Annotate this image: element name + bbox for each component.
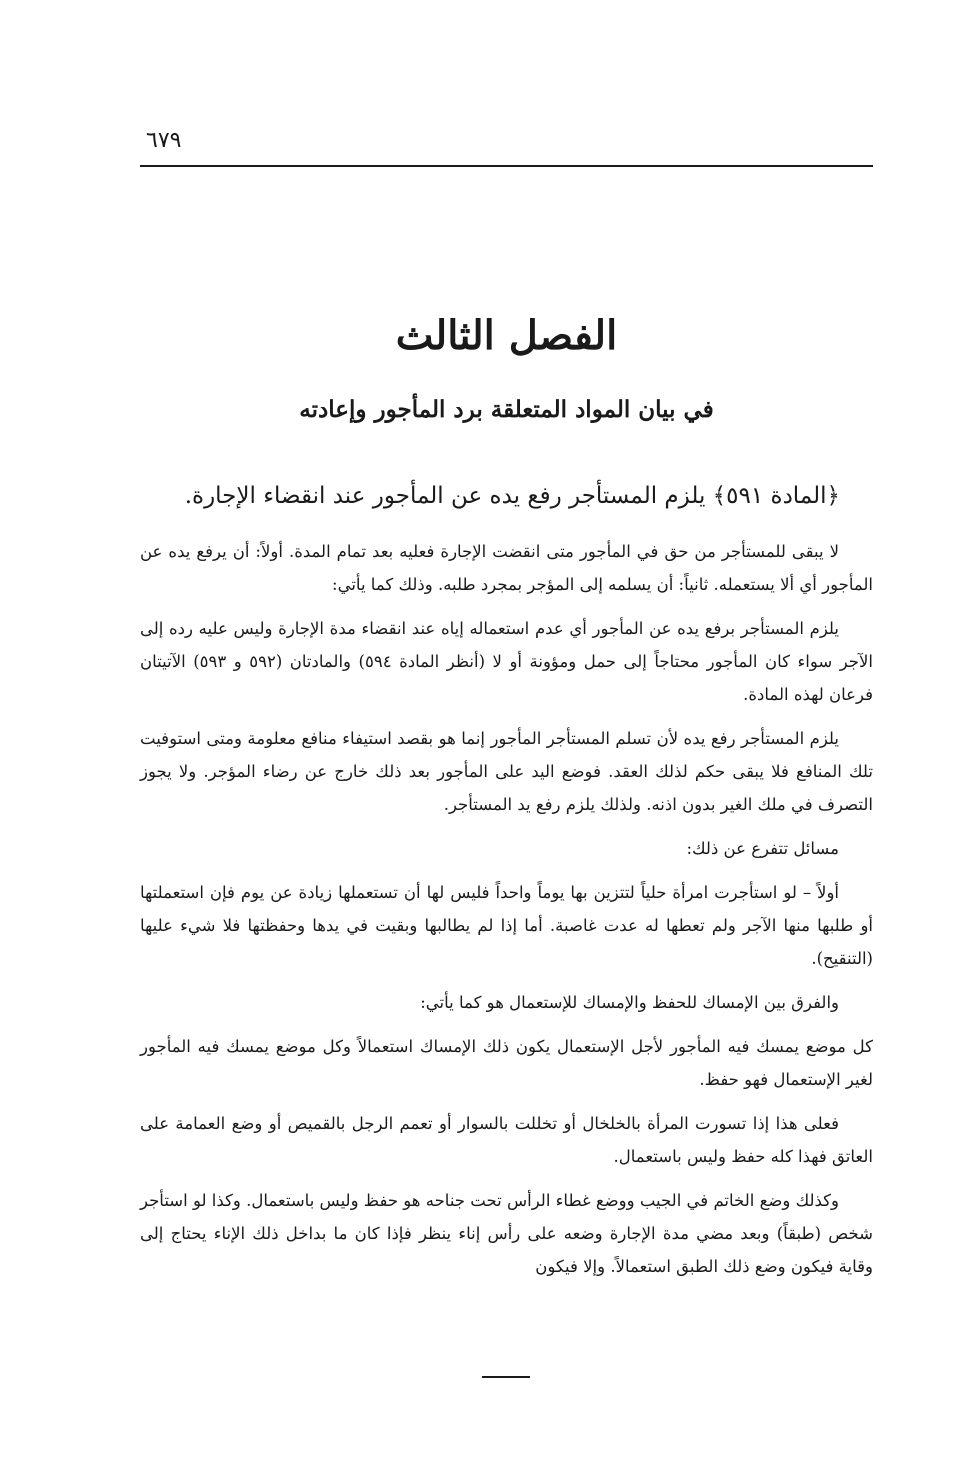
page-number: ٦٧٩ (146, 128, 182, 153)
paragraph: يلزم المستأجر رفع يده لأن تسلم المستأجر المأجور إنما هو بقصد استيفاء منافع معلومة ومتى استوفيت تلك المنافع فلا يبقى حكم لذلك العقد. فوضع اليد على المأجور بعد ذلك خارج عن رضاء المؤجر. ولا يجوز التصرف في ملك الغير بدون اذنه. ولذلك يلزم رفع يد المستأجر. (140, 729, 873, 814)
footer-dash (482, 1376, 530, 1378)
paragraph: يلزم المستأجر برفع يده عن المأجور أي عدم استعماله إياه عند انقضاء مدة الإجارة وليس عليه رده إلى الآجر سواء كان المأجور محتاجاً إلى حمل ومؤونة أو لا (أنظر المادة ٥٩٤) والمادتان (٥٩٢ و ٥٩٣) الآتيتان فرعان لهذه المادة. (140, 619, 873, 704)
chapter-title: الفصل الثالث (395, 312, 618, 359)
paragraph: مسائل تتفرع عن ذلك: (686, 839, 839, 858)
paragraph: وكذلك وضع الخاتم في الجيب ووضع غطاء الرأس تحت جناحه هو حفظ وليس باستعمال. وكذا لو استأجر شخص (طبقاً) وبعد مضي مدة الإجارة وضعه على رأس إناء ينظر فإذا كان ما بداخل ذلك الإناء يحتاج إلى وقاية فيكون وضع ذلك الطبق استعمالاً. وإلا فيكون (140, 1191, 873, 1276)
article-heading: ﴿المادة ٥٩١﴾ يلزم المستأجر رفع يده عن المأجور عند انقضاء الإجارة. (184, 483, 840, 509)
header-rule (140, 165, 873, 167)
paragraph: لا يبقى للمستأجر من حق في المأجور متى انقضت الإجارة فعليه بعد تمام المدة. أولاً: أن يرفع يده عن المأجور أي ألا يستعمله. ثانياً: أن يسلمه إلى المؤجر بمجرد طلبه. وذلك كما يأتي: (140, 542, 873, 594)
chapter-subtitle: في بيان المواد المتعلقة برد المأجور وإعادته (299, 396, 714, 423)
paragraph: فعلى هذا إذا تسورت المرأة بالخلخال أو تخللت بالسوار أو تعمم الرجل بالقميص أو وضع العمامة على العاتق فهذا كله حفظ وليس باستعمال. (140, 1114, 873, 1166)
paragraph: والفرق بين الإمساك للحفظ والإمساك للإستعمال هو كما يأتي: (420, 993, 839, 1012)
paragraph: أولاً – لو استأجرت امرأة حلياً لتتزين بها يوماً واحداً فليس لها أن تستعملها زيادة عن يوم فإن استعملتها أو طلبها منها الآجر ولم تعطها له عدت غاصبة. أما إذا لم يطالبها وبقيت في يدها وحفظتها فلا شيء عليها (التنقيح). (140, 883, 873, 968)
body-text (140, 535, 873, 1294)
paragraph: كل موضع يمسك فيه المأجور لأجل الإستعمال يكون ذلك الإمساك استعمالاً وكل موضع يمسك فيه المأجور لغير الإستعمال فهو حفظ. (140, 1037, 873, 1089)
